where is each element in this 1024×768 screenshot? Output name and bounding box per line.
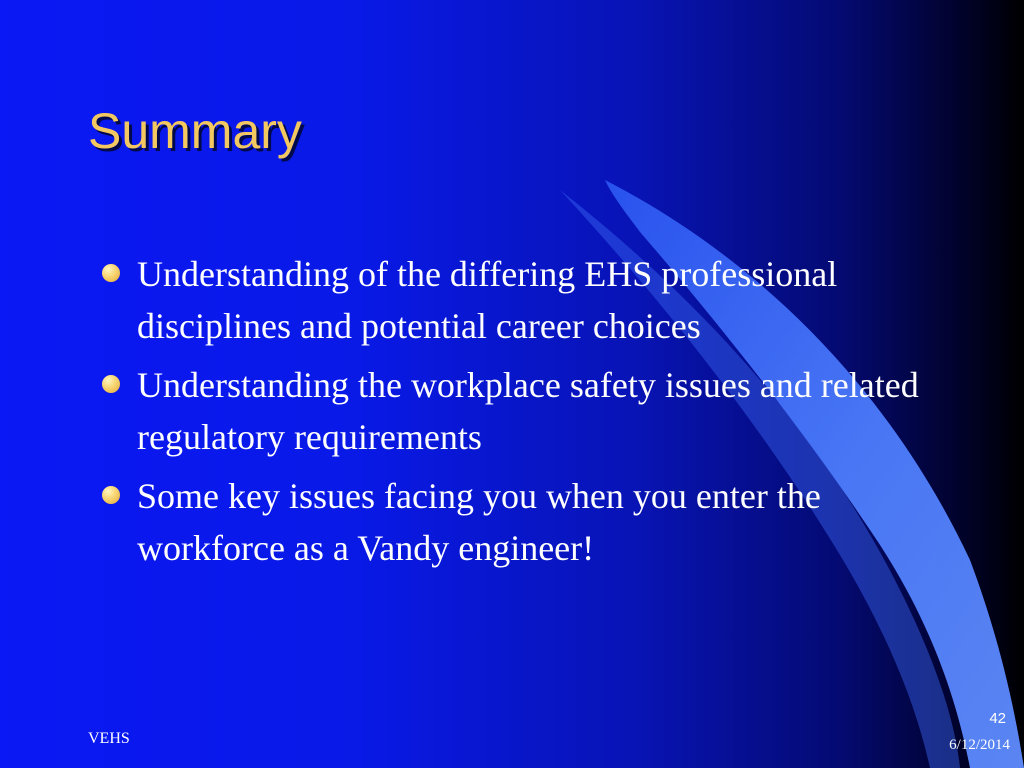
bullet-item bbox=[100, 359, 920, 463]
slide-number: 42 bbox=[989, 710, 1006, 727]
bullet-dot-icon bbox=[102, 375, 120, 393]
bullet-text: Understanding the workplace safety issues and related regulatory requirements bbox=[137, 365, 919, 457]
bullet-dot-icon bbox=[102, 486, 120, 504]
bullet-text: Understanding of the differing EHS professional disciplines and potential career choices bbox=[137, 254, 838, 346]
slide-date: 6/12/2014 bbox=[949, 737, 1010, 753]
bullet-item bbox=[100, 470, 920, 574]
bullet-dot-icon bbox=[102, 264, 120, 282]
bullet-text: Some key issues facing you when you enter the workforce as a Vandy engineer! bbox=[137, 476, 821, 568]
bullet-list bbox=[100, 248, 920, 581]
bullet-item bbox=[100, 248, 920, 352]
footer-organization: VEHS bbox=[88, 730, 130, 747]
slide-title: Summary bbox=[88, 103, 302, 159]
